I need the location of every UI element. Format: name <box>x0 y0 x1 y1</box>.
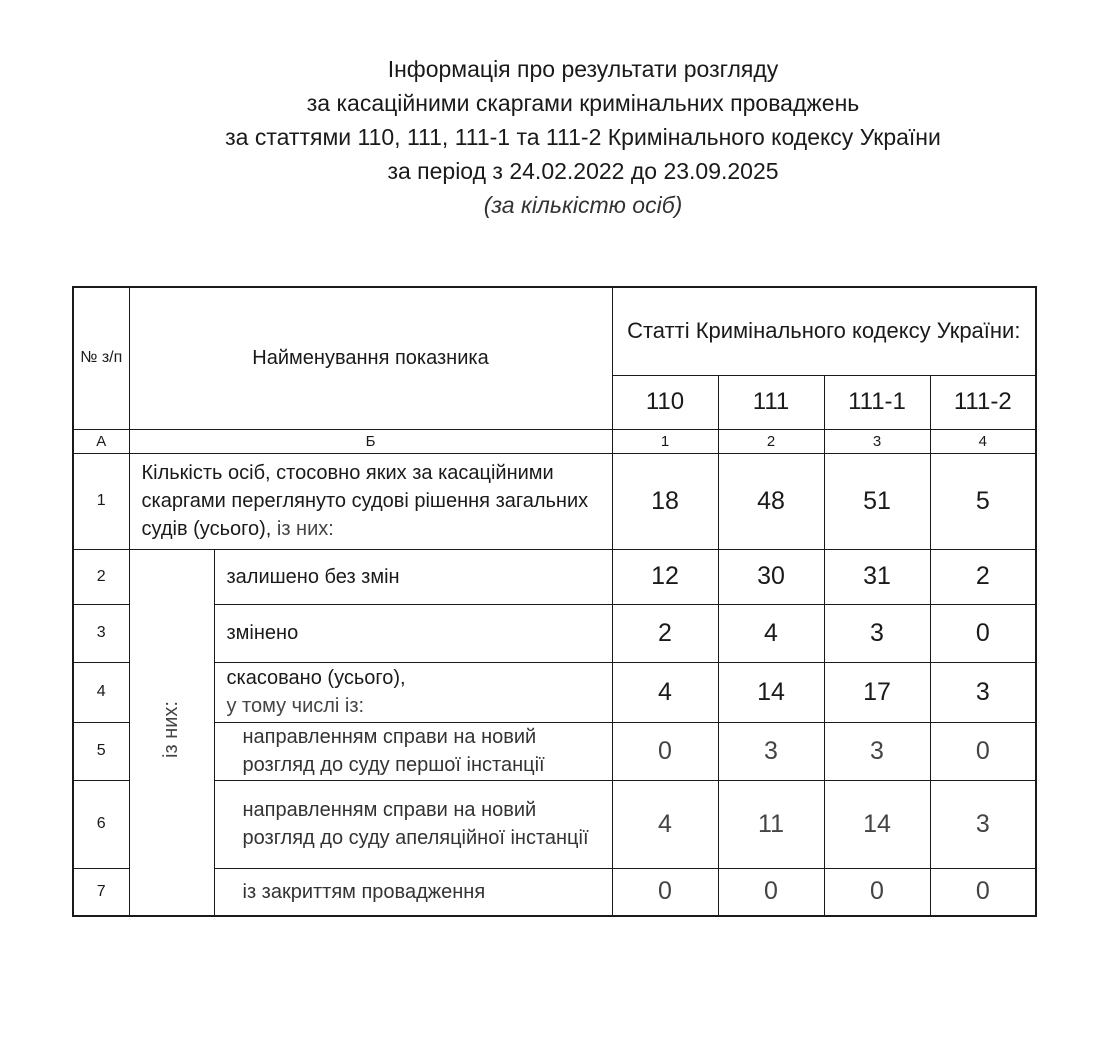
index-cell: 1 <box>612 429 718 453</box>
index-cell: 2 <box>718 429 824 453</box>
table-row <box>73 662 1036 722</box>
value-cell: 0 <box>930 722 1036 780</box>
title-line-4: за період з 24.02.2022 до 23.09.2025 <box>387 158 779 184</box>
value-cell: 0 <box>824 868 930 916</box>
index-cell: 3 <box>824 429 930 453</box>
table-row <box>73 780 1036 868</box>
table-row <box>73 868 1036 916</box>
header-indicator-name: Найменування показника <box>129 287 612 429</box>
row-label: змінено <box>214 604 612 662</box>
table-row <box>73 604 1036 662</box>
value-cell: 30 <box>718 549 824 604</box>
index-cell: 4 <box>930 429 1036 453</box>
value-cell: 14 <box>824 780 930 868</box>
row-label: направленням справи на новий розгляд до суду першої інстанції <box>214 722 612 780</box>
value-cell: 0 <box>930 868 1036 916</box>
index-cell-b: Б <box>129 429 612 453</box>
value-cell: 12 <box>612 549 718 604</box>
results-table <box>72 286 1037 917</box>
value-cell: 3 <box>824 722 930 780</box>
value-cell: 11 <box>718 780 824 868</box>
value-cell: 5 <box>930 453 1036 549</box>
document-title <box>0 52 1118 222</box>
value-cell: 3 <box>718 722 824 780</box>
row-label-suffix: із них: <box>271 518 334 540</box>
row-label-text: Кількість осіб, стосовно яких за касаційними скаргами переглянуто судові рішення загальних судів (усього), <box>141 462 589 540</box>
value-cell: 3 <box>824 604 930 662</box>
header-articles: Статті Кримінального кодексу України: <box>612 287 1036 375</box>
value-cell: 18 <box>612 453 718 549</box>
row-number: 6 <box>73 780 129 868</box>
group-label-cell <box>129 549 214 916</box>
value-cell: 0 <box>930 604 1036 662</box>
title-line-1: Інформація про результати розгляду <box>387 56 779 82</box>
value-cell: 51 <box>824 453 930 549</box>
row-label <box>214 662 612 722</box>
value-cell: 0 <box>612 722 718 780</box>
value-cell: 3 <box>930 780 1036 868</box>
header-article: 111-1 <box>824 375 930 429</box>
row-label: залишено без змін <box>214 549 612 604</box>
value-cell: 0 <box>718 868 824 916</box>
header-article: 110 <box>612 375 718 429</box>
value-cell: 48 <box>718 453 824 549</box>
value-cell: 31 <box>824 549 930 604</box>
header-article: 111 <box>718 375 824 429</box>
group-label: із них: <box>160 701 182 759</box>
value-cell: 2 <box>930 549 1036 604</box>
row-label <box>129 453 612 549</box>
row-number: 7 <box>73 868 129 916</box>
value-cell: 4 <box>718 604 824 662</box>
value-cell: 17 <box>824 662 930 722</box>
header-article: 111-2 <box>930 375 1036 429</box>
title-line-2: за касаційними скаргами кримінальних проваджень <box>306 90 860 116</box>
title-line-3: за статтями 110, 111, 111-1 та 111-2 Кримінального кодексу України <box>225 124 941 150</box>
row-number: 1 <box>73 453 129 549</box>
value-cell: 3 <box>930 662 1036 722</box>
value-cell: 14 <box>718 662 824 722</box>
row-label-line-1: скасовано (усього), <box>226 667 406 689</box>
row-number: 3 <box>73 604 129 662</box>
title-subtitle: (за кількістю осіб) <box>483 192 683 218</box>
value-cell: 2 <box>612 604 718 662</box>
table-row <box>73 549 1036 604</box>
row-label-line-2: у тому числі із: <box>226 695 365 717</box>
table-row <box>73 453 1036 549</box>
row-label: направленням справи на новий розгляд до суду апеляційної інстанції <box>214 780 612 868</box>
value-cell: 4 <box>612 662 718 722</box>
table-row <box>73 722 1036 780</box>
row-number: 2 <box>73 549 129 604</box>
value-cell: 0 <box>612 868 718 916</box>
row-number: 4 <box>73 662 129 722</box>
value-cell: 4 <box>612 780 718 868</box>
row-number: 5 <box>73 722 129 780</box>
index-cell-a: А <box>73 429 129 453</box>
header-row-number: № з/п <box>73 287 129 429</box>
row-label: із закриттям провадження <box>214 868 612 916</box>
